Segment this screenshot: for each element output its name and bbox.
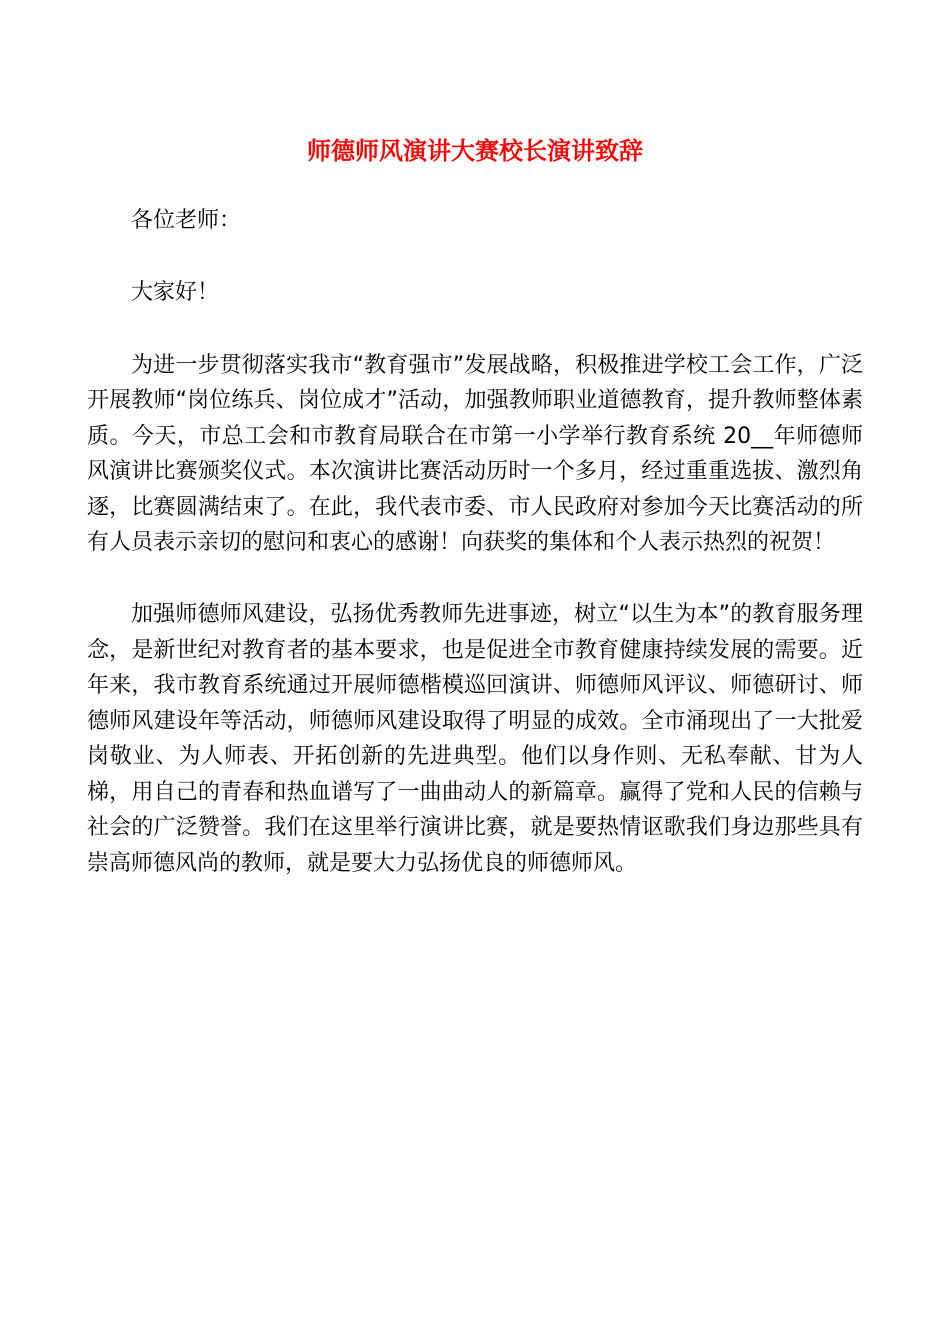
document-body	[87, 203, 863, 918]
body-paragraph-1: 为进一步贯彻落实我市“教育强市”发展战略，积极推进学校工会工作，广泛开展教师“岗位练兵、岗位成才”活动，加强教师职业道德教育，提升教师整体素质。今天，市总工会和市教育局联合在市第一小学举行教育系统 20__年师德师风演讲比赛颁奖仪式。本次演讲比赛活动历时一个多月，经过重重选拔、激烈角逐，比赛圆满结束了。在此，我代表市委、市人民政府对参加今天比赛活动的所有人员表示亲切的慰问和衷心的感谢！向获奖的集体和个人表示热烈的祝贺！	[87, 352, 863, 555]
body-paragraph-2: 加强师德师风建设，弘扬优秀教师先进事迹，树立“以生为本”的教育服务理念，是新世纪对教育者的基本要求，也是促进全市教育健康持续发展的需要。近年来，我市教育系统通过开展师德楷模巡回演讲、师德师风评议、师德研讨、师德师风建设年等活动，师德师风建设取得了明显的成效。全市涌现出了一大批爱岗敬业、为人师表、开拓创新的先进典型。他们以身作则、无私奉献、甘为人梯，用自己的青春和热血谱写了一曲曲动人的新篇章。赢得了党和人民的信赖与社会的广泛赞誉。我们在这里举行演讲比赛，就是要热情讴歌我们身边那些具有崇高师德风尚的教师，就是要大力弘扬优良的师德师风。	[87, 602, 863, 876]
greeting-paragraph: 大家好！	[131, 280, 220, 305]
document-title: 师德师风演讲大赛校长演讲致辞	[307, 137, 643, 165]
salutation-paragraph: 各位老师：	[131, 208, 242, 233]
